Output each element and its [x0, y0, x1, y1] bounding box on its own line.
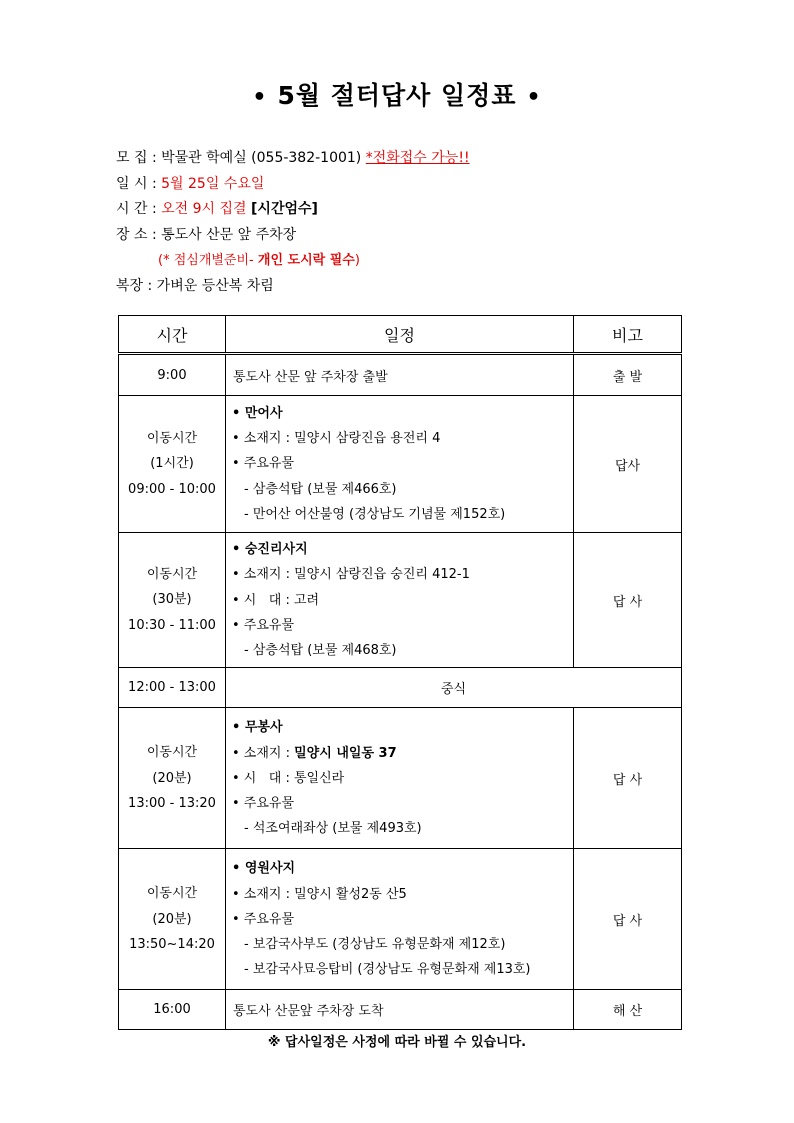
title-bullet-left: •: [252, 85, 268, 110]
note-cell: 답 사: [574, 533, 682, 668]
table-row: [119, 668, 682, 708]
note-cell: 출 발: [574, 354, 682, 396]
time-row: [116, 197, 470, 223]
header-schedule: 일정: [226, 316, 574, 354]
schedule-cell: [226, 708, 574, 849]
time-cell: 12:00 - 13:00: [119, 668, 226, 708]
time-value: 오전 9시 집결: [161, 201, 247, 217]
site-name: • 무봉사: [232, 720, 283, 736]
schedule-cell: 통도사 산문 앞 주차장 출발: [226, 354, 574, 396]
note-cell: 해 산: [574, 990, 682, 1030]
time-cell: [119, 396, 226, 533]
note-cell: 답 사: [574, 708, 682, 849]
time-label: 이동시간: [146, 745, 198, 761]
lunch-note-c: ): [354, 253, 360, 268]
time-range: 09:00 - 10:00: [128, 481, 216, 497]
site-relics-heading: • 주요유물: [232, 456, 295, 472]
event-info: [116, 146, 470, 299]
site-name: • 만어사: [232, 405, 283, 421]
date-row: [116, 172, 470, 198]
time-cell: [119, 849, 226, 990]
site-relic: - 삼층석탑 (보물 제466호): [244, 481, 397, 497]
schedule-cell: [226, 533, 574, 668]
lunch-note-row: [116, 248, 470, 274]
table-row: [119, 354, 682, 396]
site-location: • 소재지 : 밀양시 활성2동 산5: [232, 886, 407, 902]
time-cell: [119, 533, 226, 668]
site-relics-heading: • 주요유물: [232, 617, 295, 633]
schedule-cell: [226, 396, 574, 533]
table-row: [119, 396, 682, 533]
time-cell: [119, 708, 226, 849]
page-title: [0, 76, 794, 112]
recruit-note: *전화접수 가능!!: [365, 150, 470, 166]
recruit-row: [116, 146, 470, 172]
title-text: 5월 절터답사 일정표: [277, 81, 517, 110]
footnote: ※ 답사일정은 사정에 따라 바뀔 수 있습니다.: [267, 1035, 527, 1050]
header-note: 비고: [574, 316, 682, 354]
site-relics-heading: • 주요유물: [232, 911, 295, 927]
dress-row: [116, 274, 470, 300]
site-location-value: 밀양시 내일동 37: [294, 745, 397, 761]
schedule-cell: 통도사 산문앞 주차장 도착: [226, 990, 574, 1030]
table-row: [119, 849, 682, 990]
time-duration: (30분): [152, 592, 192, 608]
note-cell: 답 사: [574, 849, 682, 990]
date-value: 5월 25일 수요일: [161, 175, 265, 192]
site-era: • 시 대 : 고려: [232, 592, 320, 608]
site-relic: - 삼층석탑 (보물 제468호): [244, 643, 397, 659]
dress-value: 가벼운 등산복 차림: [156, 277, 274, 294]
schedule-table: [118, 315, 682, 1030]
recruit-label: 모 집 :: [116, 150, 157, 166]
site-location-label: • 소재지 :: [232, 745, 295, 761]
time-range: 13:50~14:20: [129, 937, 215, 953]
header-time: 시간: [119, 316, 226, 354]
schedule-cell: [226, 849, 574, 990]
site-name: • 영원사지: [232, 861, 296, 877]
title-bullet-right: •: [526, 85, 542, 110]
site-location: • 소재지 : 밀양시 삼랑진읍 용전리 4: [232, 431, 441, 447]
site-relic: - 보감국사묘응탑비 (경상남도 유형문화재 제13호): [244, 962, 531, 978]
lunch-note-a: (* 점심개별준비-: [158, 253, 254, 268]
time-range: 10:30 - 11:00: [128, 617, 216, 633]
time-note: [시간엄수]: [251, 201, 318, 217]
note-cell: 답사: [574, 396, 682, 533]
site-relic: - 석조여래좌상 (보물 제493호): [244, 821, 422, 837]
table-row: [119, 708, 682, 849]
site-era: • 시 대 : 통일신라: [232, 770, 345, 786]
time-cell: 16:00: [119, 990, 226, 1030]
time-duration: (20분): [152, 770, 192, 786]
table-header-row: [119, 316, 682, 354]
place-value: 통도사 산문 앞 주차장: [161, 226, 297, 243]
time-label: 이동시간: [146, 566, 198, 582]
date-label: 일 시 :: [116, 175, 157, 192]
time-duration: (1시간): [150, 456, 194, 472]
dress-label: 복장 :: [116, 277, 153, 294]
time-label: 시 간 :: [116, 201, 157, 217]
time-label: 이동시간: [146, 886, 198, 902]
site-location: [232, 741, 573, 766]
site-name: • 숭진리사지: [232, 542, 308, 557]
time-cell: 9:00: [119, 354, 226, 396]
time-duration: (20분): [152, 911, 192, 927]
site-relics-heading: • 주요유물: [232, 796, 295, 812]
time-range: 13:00 - 13:20: [128, 796, 216, 812]
place-label: 장 소 :: [116, 226, 157, 243]
site-location: • 소재지 : 밀양시 삼랑진읍 숭진리 412-1: [232, 567, 470, 583]
schedule-cell: 중식: [226, 668, 682, 708]
table-row: [119, 990, 682, 1030]
table-row: [119, 533, 682, 668]
time-label: 이동시간: [146, 430, 198, 446]
lunch-note-b: 개인 도시락 필수: [257, 253, 355, 268]
place-row: [116, 223, 470, 249]
recruit-value: 박물관 학예실 (055-382-1001): [161, 150, 362, 166]
site-relic: - 보감국사부도 (경상남도 유형문화재 제12호): [244, 937, 506, 953]
site-relic: - 만어산 어산불영 (경상남도 기념물 제152호): [244, 506, 506, 522]
